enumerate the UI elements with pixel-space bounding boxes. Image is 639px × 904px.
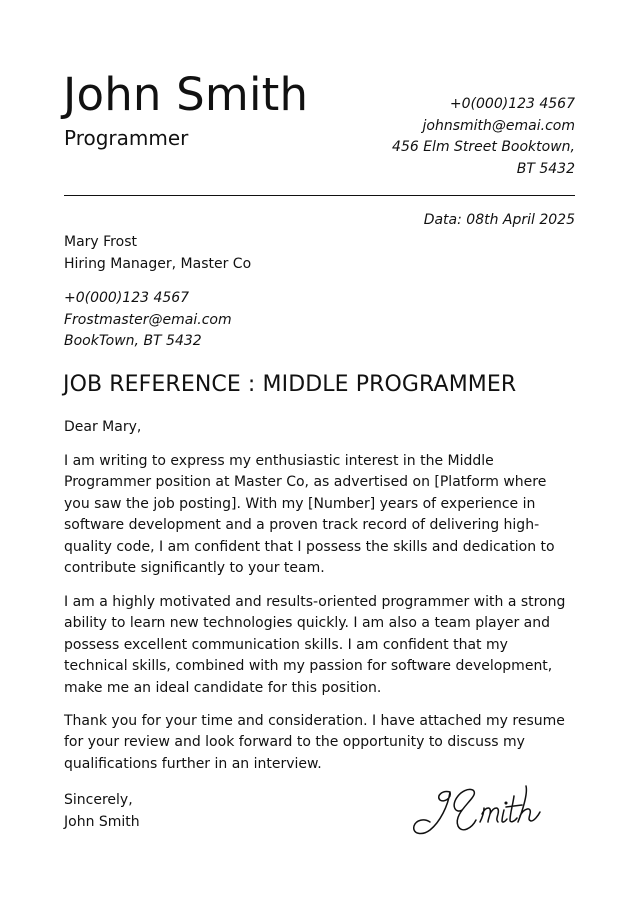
paragraph-line: I am writing to express my enthusiastic interest in the Middle xyxy=(64,453,494,469)
recipient-block xyxy=(64,231,251,275)
recipient-email: Frostmaster@emai.com xyxy=(64,311,232,328)
recipient-contact-block xyxy=(64,288,232,353)
sign-off: Sincerely, xyxy=(64,792,133,808)
paragraph-line: software development and a proven track record of delivering high- xyxy=(64,517,540,534)
recipient-phone: +0(000)123 4567 xyxy=(64,290,190,306)
salutation: Dear Mary, xyxy=(64,419,142,435)
paragraph-line: for your review and look forward to the opportunity to discuss my xyxy=(64,734,525,751)
closing-name: John Smith xyxy=(64,814,140,830)
paragraph-line: contribute significantly to your team. xyxy=(64,560,325,577)
sender-phone: +0(000)123 4567 xyxy=(449,96,575,112)
body-paragraph-2 xyxy=(64,592,576,699)
applicant-role: Programmer xyxy=(64,126,189,150)
paragraph-line: I am a highly motivated and results-oriented programmer with a strong xyxy=(64,594,566,610)
body-paragraph-1 xyxy=(64,451,576,579)
paragraph-line: Thank you for your time and consideration. I have attached my resume xyxy=(64,713,565,729)
job-reference-heading: JOB REFERENCE : MIDDLE PROGRAMMER xyxy=(63,372,517,397)
sender-email: johnsmith@emai.com xyxy=(422,117,575,134)
handwritten-signature xyxy=(400,772,560,852)
paragraph-line: quality code, I am confident that I possess the skills and dedication to xyxy=(64,538,555,555)
closing-block xyxy=(64,789,140,833)
paragraph-line: Programmer position at Master Co, as advertised on [Platform where xyxy=(64,474,547,491)
sender-address-line1: 456 Elm Street Booktown, xyxy=(392,139,575,156)
letter-date: Data: 08th April 2025 xyxy=(423,212,575,228)
applicant-name: John Smith xyxy=(63,68,309,121)
recipient-name: Mary Frost xyxy=(64,234,137,250)
paragraph-line: qualifications further in an interview. xyxy=(64,755,322,772)
recipient-address: BookTown, BT 5432 xyxy=(64,333,202,350)
header-divider xyxy=(64,195,575,196)
recipient-title: Hiring Manager, Master Co xyxy=(64,256,252,272)
signature-graphic xyxy=(400,772,560,852)
paragraph-line: ability to learn new technologies quickly. I am also a team player and xyxy=(64,615,551,632)
body-paragraph-3 xyxy=(64,711,576,775)
paragraph-line: make me an ideal candidate for this position. xyxy=(64,679,382,696)
sender-contact-block xyxy=(275,94,575,180)
paragraph-line: you saw the job posting]. With my [Number] years of experience in xyxy=(64,495,536,512)
paragraph-line: possess excellent communication skills. I am confident that my xyxy=(64,636,508,653)
paragraph-line: technical skills, combined with my passion for software development, xyxy=(64,658,553,675)
sender-address-line2: BT 5432 xyxy=(516,160,575,177)
